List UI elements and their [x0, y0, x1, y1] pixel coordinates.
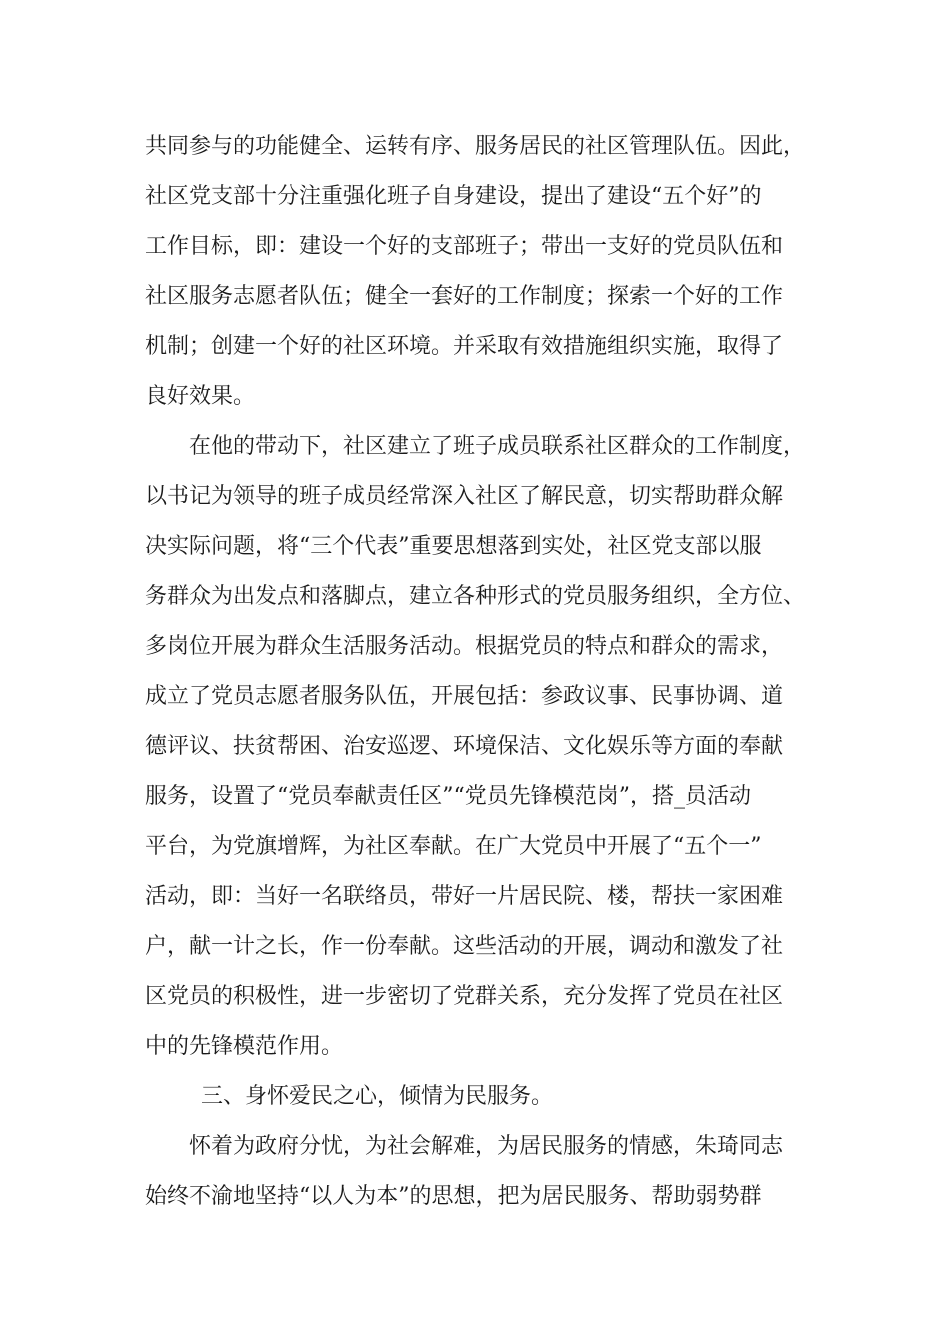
paragraph-continuation [145, 122, 805, 422]
text-line: 活动，即：当好一名联络员，带好一片居民院、楼，帮扶一家困难 [145, 884, 784, 909]
text-line: 平台，为党旗增辉，为社区奉献。在广大党员中开展了“五个一” [145, 834, 762, 859]
text-line: 决实际问题，将“三个代表”重要思想落到实处，社区党支部以服 [145, 534, 762, 559]
text-line: 区党员的积极性，进一步密切了党群关系，充分发挥了党员在社区 [145, 984, 784, 1009]
text-line: 服务，设置了“党员奉献责任区”“党员先锋模范岗”，搭_员活动 [145, 784, 751, 809]
text-line: 机制；创建一个好的社区环境。并采取有效措施组织实施，取得了 [145, 334, 784, 359]
text-line: 务群众为出发点和落脚点，建立各种形式的党员服务组织，全方位、 [145, 584, 806, 609]
paragraph-serving-residents [145, 1122, 805, 1222]
text-line: 中的先锋模范作用。 [145, 1034, 344, 1059]
section-heading-text: 三、身怀爱民之心，倾情为民服务。 [201, 1084, 554, 1109]
text-line: 成立了党员志愿者服务队伍，开展包括：参政议事、民事协调、道 [145, 684, 784, 709]
text-line: 始终不渝地坚持“以人为本”的思想，把为居民服务、帮助弱势群 [145, 1184, 762, 1209]
text-line: 户，献一计之长，作一份奉献。这些活动的开展，调动和激发了社 [145, 934, 784, 959]
text-line: 以书记为领导的班子成员经常深入社区了解民意，切实帮助群众解 [145, 484, 784, 509]
text-line: 共同参与的功能健全、运转有序、服务居民的社区管理队伍。因此， [145, 134, 806, 159]
document-body [145, 122, 805, 1222]
text-line: 社区服务志愿者队伍；健全一套好的工作制度；探索一个好的工作 [145, 284, 784, 309]
text-line: 怀着为政府分忧，为社会解难，为居民服务的情感，朱琦同志 [189, 1134, 784, 1159]
text-line: 多岗位开展为群众生活服务活动。根据党员的特点和群众的需求， [145, 634, 784, 659]
text-line: 工作目标，即：建设一个好的支部班子；带出一支好的党员队伍和 [145, 234, 784, 259]
text-line: 社区党支部十分注重强化班子自身建设，提出了建设“五个好”的 [145, 184, 762, 209]
text-line: 德评议、扶贫帮困、治安巡逻、环境保洁、文化娱乐等方面的奉献 [145, 734, 784, 759]
paragraph-community-work [145, 422, 805, 1072]
section-heading [145, 1072, 805, 1122]
text-line: 良好效果。 [145, 384, 256, 409]
text-line: 在他的带动下，社区建立了班子成员联系社区群众的工作制度， [189, 434, 806, 459]
